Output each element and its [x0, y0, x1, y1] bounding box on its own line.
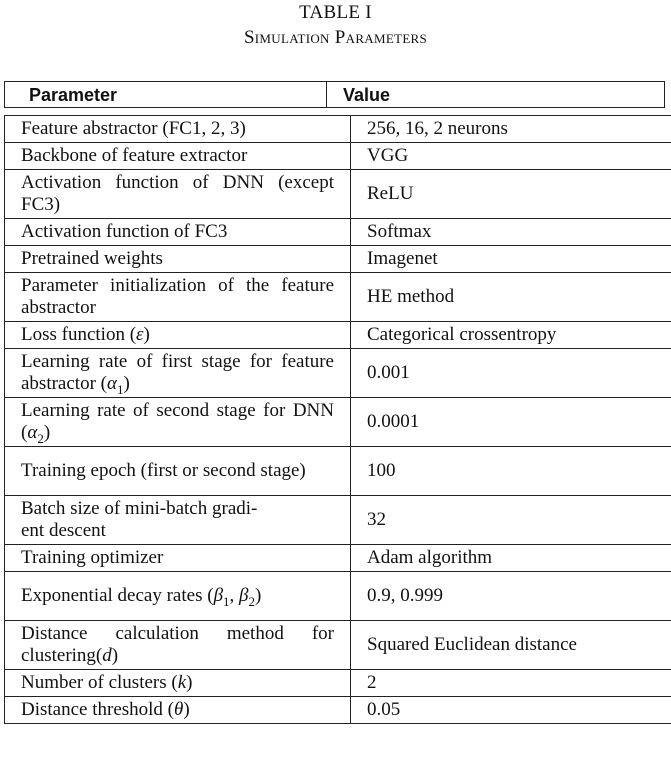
parameter-cell: Backbone of feature extractor [5, 143, 351, 170]
table-label: TABLE I [299, 2, 372, 23]
value-cell: Categorical crossentropy [351, 322, 671, 349]
header-value: Value [327, 82, 665, 108]
value-cell: ReLU [351, 170, 671, 219]
table-row [5, 697, 671, 724]
table-body [5, 116, 671, 724]
value-cell: 256, 16, 2 neurons [351, 116, 671, 143]
table-row [5, 621, 671, 670]
value-cell: VGG [351, 143, 671, 170]
table-title: Simulation Parameters [243, 27, 428, 48]
parameter-cell: Number of clusters (k) [5, 670, 351, 697]
table-row [5, 143, 671, 170]
value-cell: Softmax [351, 219, 671, 246]
table-row [5, 273, 671, 322]
parameter-cell: Training epoch (first or second stage) [5, 447, 351, 496]
parameter-cell: Activation function of DNN (except FC3) [5, 170, 351, 219]
value-cell: 100 [351, 447, 671, 496]
parameter-cell: Loss function (ε) [5, 322, 351, 349]
table-row [5, 349, 671, 398]
parameter-cell: Exponential decay rates ($\beta_1$, $\beta_2$) [5, 572, 351, 621]
table-row [5, 670, 671, 697]
parameter-cell: Learning rate of first stage for feature abstractor $(\alpha_1)$ [5, 349, 351, 398]
value-cell: HE method [351, 273, 671, 322]
parameter-cell: Parameter initialization of the feature abstractor [5, 273, 351, 322]
table-row [5, 170, 671, 219]
table-row [5, 246, 671, 273]
value-cell: 0.001 [351, 349, 671, 398]
parameter-cell: Distance calculation method for clustering(d) [5, 621, 351, 670]
table-row [5, 572, 671, 621]
table-row [5, 398, 671, 447]
parameter-cell: Pretrained weights [5, 246, 351, 273]
value-cell: 32 [351, 496, 671, 545]
table-row [5, 545, 671, 572]
table-row [5, 447, 671, 496]
parameter-cell: Feature abstractor (FC1, 2, 3) [5, 116, 351, 143]
parameters-table [4, 115, 671, 724]
value-cell: 0.9, 0.999 [351, 572, 671, 621]
table-row [5, 116, 671, 143]
parameter-cell: Distance threshold (θ) [5, 697, 351, 724]
value-cell: Adam algorithm [351, 545, 671, 572]
header-parameter: Parameter [5, 82, 327, 108]
parameter-cell: Batch size of mini-batch gradi- ent descent [5, 496, 351, 545]
table-row [5, 496, 671, 545]
table-row [5, 219, 671, 246]
table-header [4, 81, 665, 108]
value-cell: Imagenet [351, 246, 671, 273]
parameter-cell: Activation function of FC3 [5, 219, 351, 246]
value-cell: 0.0001 [351, 398, 671, 447]
value-cell: Squared Euclidean distance [351, 621, 671, 670]
parameter-cell: Learning rate of second stage for DNN $(\alpha_2)$ [5, 398, 351, 447]
parameter-cell: Training optimizer [5, 545, 351, 572]
value-cell: 0.05 [351, 697, 671, 724]
table-row [5, 322, 671, 349]
value-cell: 2 [351, 670, 671, 697]
